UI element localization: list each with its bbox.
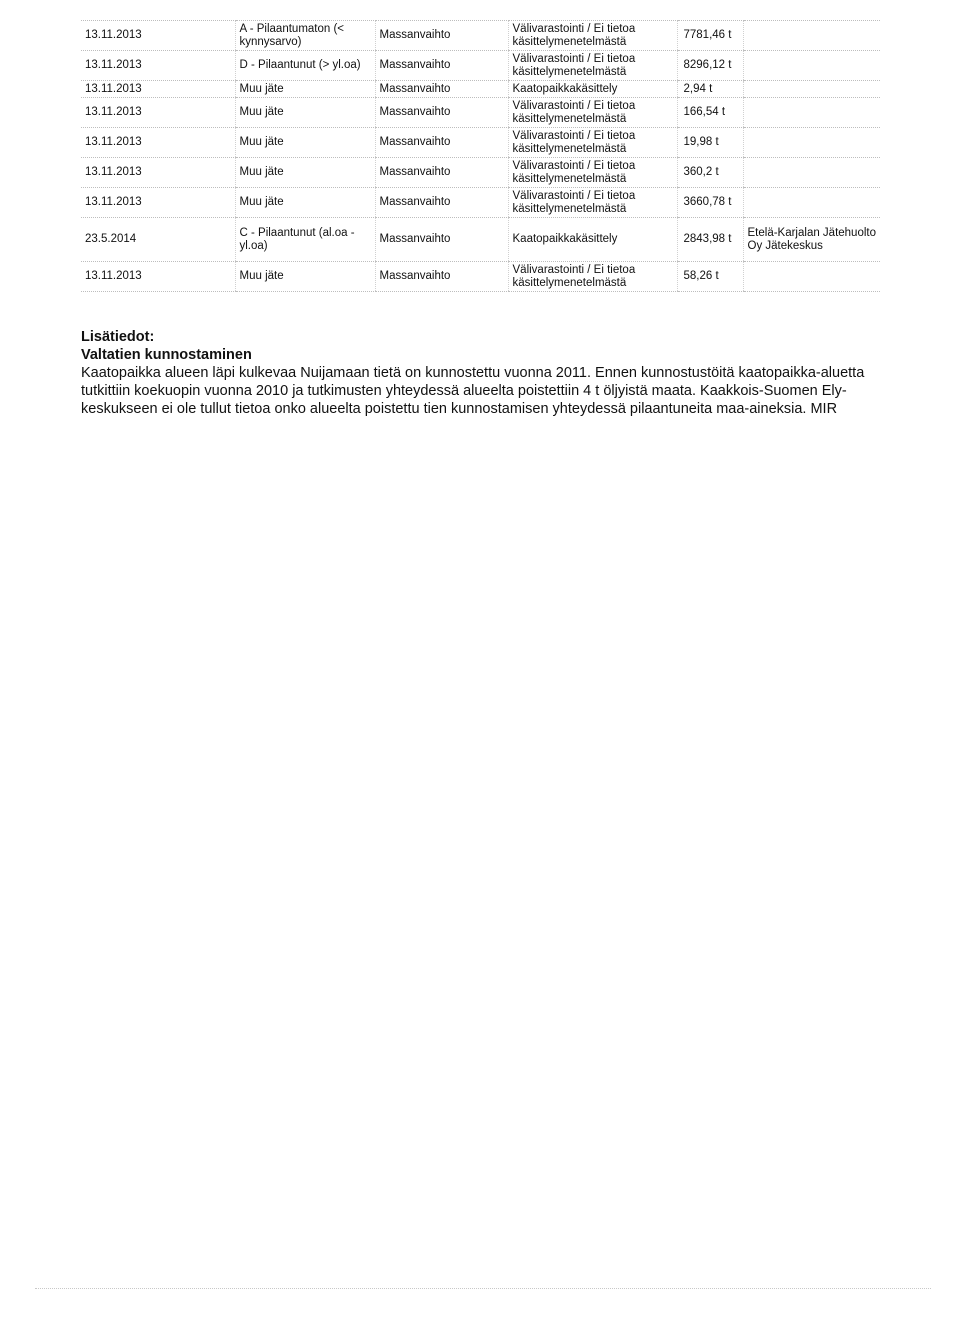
method-cell: Massanvaihto (375, 188, 508, 218)
treatment-cell: Kaatopaikkakäsittely (508, 218, 677, 262)
category-cell: Muu jäte (235, 262, 375, 292)
treatment-cell: Välivarastointi / Ei tietoa käsittelymenetelmästä (508, 98, 677, 128)
organization-cell (743, 128, 880, 158)
amount-cell: 166,54 t (677, 98, 743, 128)
category-cell: Muu jäte (235, 188, 375, 218)
method-cell: Massanvaihto (375, 128, 508, 158)
amount-cell: 8296,12 t (677, 51, 743, 81)
method-cell: Massanvaihto (375, 21, 508, 51)
amount-cell: 360,2 t (677, 158, 743, 188)
info-heading: Lisätiedot: (81, 329, 155, 345)
info-subheading: Valtatien kunnostaminen (81, 347, 252, 363)
date-cell: 13.11.2013 (81, 21, 235, 51)
footer-divider (35, 1288, 931, 1289)
amount-cell: 2,94 t (677, 81, 743, 98)
method-cell: Massanvaihto (375, 51, 508, 81)
waste-records-table (81, 20, 880, 292)
date-cell: 13.11.2013 (81, 128, 235, 158)
organization-cell (743, 188, 880, 218)
additional-info-section (81, 328, 881, 418)
table-row (81, 218, 880, 262)
treatment-cell: Välivarastointi / Ei tietoa käsittelymenetelmästä (508, 158, 677, 188)
organization-cell (743, 21, 880, 51)
category-cell: Muu jäte (235, 98, 375, 128)
amount-cell: 58,26 t (677, 262, 743, 292)
method-cell: Massanvaihto (375, 262, 508, 292)
category-cell: D - Pilaantunut (> yl.oa) (235, 51, 375, 81)
amount-cell: 3660,78 t (677, 188, 743, 218)
organization-cell (743, 51, 880, 81)
table-row (81, 158, 880, 188)
table-row (81, 81, 880, 98)
table-row (81, 21, 880, 51)
treatment-cell: Kaatopaikkakäsittely (508, 81, 677, 98)
date-cell: 13.11.2013 (81, 188, 235, 218)
date-cell: 13.11.2013 (81, 98, 235, 128)
date-cell: 13.11.2013 (81, 158, 235, 188)
treatment-cell: Välivarastointi / Ei tietoa käsittelymenetelmästä (508, 21, 677, 51)
method-cell: Massanvaihto (375, 158, 508, 188)
category-cell: Muu jäte (235, 128, 375, 158)
method-cell: Massanvaihto (375, 98, 508, 128)
treatment-cell: Välivarastointi / Ei tietoa käsittelymenetelmästä (508, 188, 677, 218)
info-body: Kaatopaikka alueen läpi kulkevaa Nuijamaan tietä on kunnostettu vuonna 2011. Ennen kunnostustöitä kaatopaikka-aluetta tutkittiin koekuopin vuonna 2010 ja tutkimusten yhteydessä alueelta poistettiin 4 t öljyistä maata. Kaakkois-Suomen Ely-keskukseen ei ole tullut tietoa onko alueelta poistettu tien kunnostamisen yhteydessä pilaantuneita maa-aineksia. MIR (81, 365, 865, 417)
date-cell: 13.11.2013 (81, 81, 235, 98)
table-row (81, 98, 880, 128)
organization-cell (743, 158, 880, 188)
method-cell: Massanvaihto (375, 81, 508, 98)
organization-cell: Etelä-Karjalan Jätehuolto Oy Jätekeskus (743, 218, 880, 262)
category-cell: A - Pilaantumaton (< kynnysarvo) (235, 21, 375, 51)
date-cell: 13.11.2013 (81, 51, 235, 81)
category-cell: C - Pilaantunut (al.oa - yl.oa) (235, 218, 375, 262)
amount-cell: 19,98 t (677, 128, 743, 158)
organization-cell (743, 81, 880, 98)
organization-cell (743, 262, 880, 292)
treatment-cell: Välivarastointi / Ei tietoa käsittelymenetelmästä (508, 51, 677, 81)
table-row (81, 51, 880, 81)
amount-cell: 2843,98 t (677, 218, 743, 262)
category-cell: Muu jäte (235, 81, 375, 98)
category-cell: Muu jäte (235, 158, 375, 188)
method-cell: Massanvaihto (375, 218, 508, 262)
organization-cell (743, 98, 880, 128)
table-row (81, 128, 880, 158)
treatment-cell: Välivarastointi / Ei tietoa käsittelymenetelmästä (508, 128, 677, 158)
date-cell: 13.11.2013 (81, 262, 235, 292)
date-cell: 23.5.2014 (81, 218, 235, 262)
treatment-cell: Välivarastointi / Ei tietoa käsittelymenetelmästä (508, 262, 677, 292)
table-row (81, 262, 880, 292)
amount-cell: 7781,46 t (677, 21, 743, 51)
table-row (81, 188, 880, 218)
